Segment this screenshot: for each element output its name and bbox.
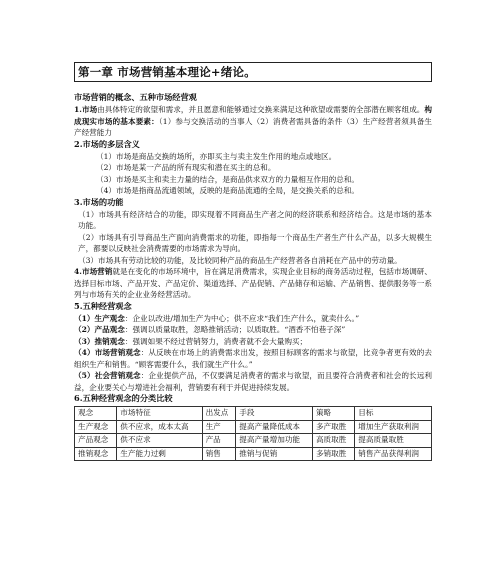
table-cell: 产品观念	[75, 434, 117, 448]
table-header-cell: 市场特征	[117, 407, 202, 421]
concept-text: ：强调以质量取胜，忽略推销活动；以质取胜。“酒香不怕巷子深”	[124, 325, 346, 334]
chapter-title: 第一章 市场营销基本理论+绪论。	[74, 62, 432, 82]
table-cell: 销售	[202, 447, 236, 461]
table-cell: 生产	[202, 420, 236, 434]
marketing-def-term: 市场营销	[81, 267, 113, 276]
multi-meaning-item: （3）市场是买主和卖主力量的结合，是商品供求双方的力量相互作用的总和。	[96, 174, 360, 184]
table-header-cell: 观念	[75, 407, 117, 421]
marketing-definition	[74, 266, 432, 301]
concept-text: ：强调如果不经过营销努力，消费者就不会大量购买；	[124, 336, 308, 346]
table-header-cell: 目标	[355, 407, 432, 421]
concept-text: ：企业以改进/增加生产为中心；供不应求“我们生产什么，就卖什么。”	[124, 313, 360, 323]
market-def-text: 由具体特定的欲望和需求，并且愿意和能够通过交换来满足这种欲望或需要的全部潜在顾客组成。	[97, 105, 425, 114]
concept-label: （3）推销观念	[74, 336, 125, 346]
market-def-term: 市场	[81, 105, 98, 114]
marketing-def-num: 4.	[74, 267, 82, 276]
function-item: （2）市场具有引导商品生产面向消费需求的功能，即指每一个商品生产者生产什么产品，以多大规模生产，都要以反映社会消费需要的市场需求为导向。	[78, 232, 432, 253]
table-header-cell: 策略	[312, 407, 354, 421]
five-concepts-heading: 5.五种经营观念	[74, 300, 132, 311]
table-cell: 提高质量取胜	[355, 434, 432, 448]
concept-label: （4）市场营销观念	[74, 348, 141, 357]
table-cell: 供不应求	[117, 434, 202, 448]
table-cell: 产品	[202, 434, 236, 448]
function-item: （3）市场具有劳动比较的功能，及比较同种产品的商品生产经营者各自消耗在产品中的劳动量。	[78, 255, 402, 265]
market-definition	[74, 104, 432, 139]
table-row	[75, 447, 432, 461]
comparison-table	[74, 406, 432, 461]
table-cell: 多销取胜	[312, 447, 354, 461]
table-cell: 多产取胜	[312, 420, 354, 434]
concept-item	[74, 370, 432, 393]
table-row	[75, 420, 432, 434]
table-cell: 生产能力过剩	[117, 447, 202, 461]
table-cell: 高质取胜	[312, 434, 354, 448]
concept-label: （2）产品观念	[74, 325, 125, 334]
table-row	[75, 434, 432, 448]
concept-text: ：企业提供产品，不仅要满足消费者的需求与欲望，而且要符合消费者和社会的长远利益，企业要关心与增进社会福利，营销要有利于并促进持续发展。	[74, 371, 432, 392]
multi-meaning-item: （2）市场是某一产品的所有现实和潜在买主的总和。	[96, 163, 276, 172]
section-title: 市场营销的概念、五种市场经营观	[74, 92, 197, 102]
functions-heading: 3.市场的功能	[74, 196, 124, 207]
market-elements-label: 构成现实市场的基本要素：	[74, 105, 433, 126]
table-header-cell: 出发点	[202, 407, 236, 421]
table-header-row	[75, 407, 432, 421]
comparison-table-heading: 6.五种经营观念的分类比较	[74, 393, 173, 403]
table-header-cell: 手段	[236, 407, 313, 421]
table-cell: 增加生产获取利润	[355, 420, 432, 434]
concept-text: ：从反映在市场上的消费需求出发，按照目标顾客的需求与欲望，比竞争者更有效的去组织生产和销售。“顾客需要什么，我们就生产什么。”	[74, 348, 432, 369]
table-cell: 供不应求，成本太高	[117, 420, 202, 434]
concept-item	[74, 336, 432, 348]
table-cell: 提高产量增加功能	[236, 434, 313, 448]
concept-item	[74, 313, 432, 325]
marketing-def-text: 就是在变化的市场环境中，旨在满足消费需求，实现企业目标的商务活动过程，包括市场调研、选择目标市场、产品开发、产品定价、渠道选择、产品促销、产品储存和运输、产品销售、提供服务等一系列与市场有关的企业业务经营活动。	[74, 267, 433, 299]
table-cell: 推销与促销	[236, 447, 313, 461]
multi-meaning-heading: 2.市场的多层含义	[74, 138, 140, 149]
market-elements-text: （1）参与交换活动的当事人（2）消费者需具备的条件（3）生产经营者须具备生产经营能力	[74, 116, 432, 137]
function-item: （1）市场具有经济结合的功能，即实现着不同商品生产者之间的经济联系和经济结合。这是市场的基本功能。	[78, 209, 432, 230]
table-cell: 提高产量降低成本	[236, 420, 313, 434]
table-cell: 销售产品获得利润	[355, 447, 432, 461]
concept-item	[74, 324, 432, 336]
multi-meaning-item: （4）市场是指商品流通领域，反映的是商品流通的全局，是交换关系的总和。	[96, 186, 360, 195]
concept-label: （5）社会营销观念	[74, 371, 141, 380]
multi-meaning-item: （1）市场是商品交换的场所，亦即买主与卖主发生作用的地点或地区。	[96, 151, 337, 161]
concept-label: （1）生产观念	[74, 313, 125, 323]
table-cell: 推销观念	[75, 447, 117, 461]
table-cell: 生产观念	[75, 420, 117, 434]
concept-item	[74, 347, 432, 370]
market-def-num: 1.	[74, 105, 82, 114]
